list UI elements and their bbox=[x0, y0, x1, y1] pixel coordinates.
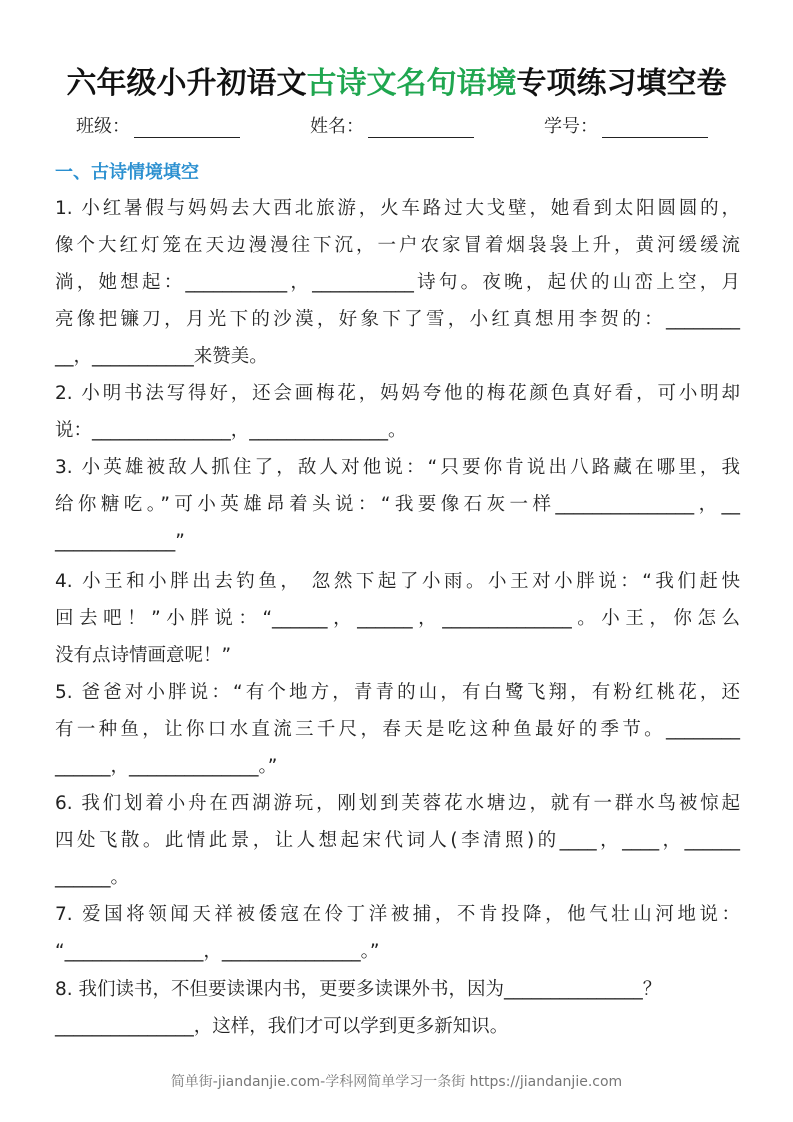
question-line: _______________，这样，我们才可以学到更多新知识。 bbox=[55, 1016, 509, 1037]
question-line: 6. 我们划着小舟在西湖游玩，刚划到芙蓉花水塘边，就有一群水鸟被惊起 bbox=[55, 793, 740, 814]
question-line: 1. 小红暑假与妈妈去大西北旅游，火车路过大戈壁，她看到太阳圆圆的， bbox=[55, 198, 740, 219]
class-field bbox=[76, 112, 240, 138]
question-line: _____________” bbox=[55, 531, 185, 552]
question-line: 亮像把镰刀，月光下的沙漠，好象下了雪，小红真想用李贺的：________ bbox=[55, 309, 740, 330]
question-line: 淌，她想起：___________，___________诗句。夜晚，起伏的山峦上空，月 bbox=[55, 272, 740, 293]
question-line: 给你糖吃。”可小英雄昂着头说：“我要像石灰一样_______________，__ bbox=[55, 494, 740, 515]
question-line: 3. 小英雄被敌人抓住了，敌人对他说：“只要你肯说出八路藏在哪里，我 bbox=[55, 457, 740, 478]
id-field bbox=[544, 112, 708, 138]
question-line: __，___________来赞美。 bbox=[55, 346, 268, 367]
question-line: 没有点诗情画意呢！” bbox=[55, 645, 232, 666]
question-line: 5. 爸爸对小胖说：“有个地方，青青的山，有白鹭飞翔，有粉红桃花，还 bbox=[55, 682, 740, 703]
question-line: ______，______________。” bbox=[55, 756, 278, 777]
question-line: 8. 我们读书，不但要读课内书，更要多读课外书，因为_______________？ bbox=[55, 979, 662, 1000]
question-line: 2. 小明书法写得好，还会画梅花，妈妈夸他的梅花颜色真好看，可小明却 bbox=[55, 383, 740, 404]
question-line: 四处飞散。此情此景，让人想起宋代词人(李清照)的____，____，______ bbox=[55, 830, 740, 851]
question-line: 有一种鱼，让你口水直流三千尺，春天是吃这种鱼最好的季节。________ bbox=[55, 719, 740, 740]
id-label: 学号： bbox=[544, 116, 598, 137]
name-label: 姓名： bbox=[310, 116, 364, 137]
question-line: “_______________，_______________。” bbox=[55, 941, 380, 962]
class-label: 班级： bbox=[76, 116, 130, 137]
page-title bbox=[0, 58, 793, 102]
question-line: 说：_______________，_______________。 bbox=[55, 420, 407, 441]
footer-watermark: 简单街-jiandanjie.com-学科网简单学习一条街 https://jiandanjie.com bbox=[170, 1074, 623, 1090]
question-line: 7. 爱国将领闻天祥被倭寇在伶丁洋被捕，不肯投降，他气壮山河地说： bbox=[55, 904, 740, 925]
class-input[interactable] bbox=[134, 117, 240, 138]
id-input[interactable] bbox=[602, 117, 708, 138]
name-input[interactable] bbox=[368, 117, 474, 138]
title-part: 专项练习填空卷 bbox=[516, 66, 727, 101]
question-line: 4. 小王和小胖出去钓鱼， 忽然下起了小雨。小王对小胖说：“我们赶快 bbox=[55, 571, 740, 592]
title-highlight: 古诗文名句语境 bbox=[306, 66, 517, 101]
section-heading: 一、古诗情境填空 bbox=[55, 162, 199, 183]
question-line: 回去吧！”小胖说：“______，______，______________。小王，你怎么 bbox=[55, 608, 740, 629]
question-line: 像个大红灯笼在天边漫漫往下沉，一户农家冒着烟袅袅上升，黄河缓缓流 bbox=[55, 235, 740, 256]
question-line: ______。 bbox=[55, 867, 130, 888]
title-part: 六年级小升初语文 bbox=[66, 66, 307, 101]
name-field bbox=[310, 112, 474, 138]
